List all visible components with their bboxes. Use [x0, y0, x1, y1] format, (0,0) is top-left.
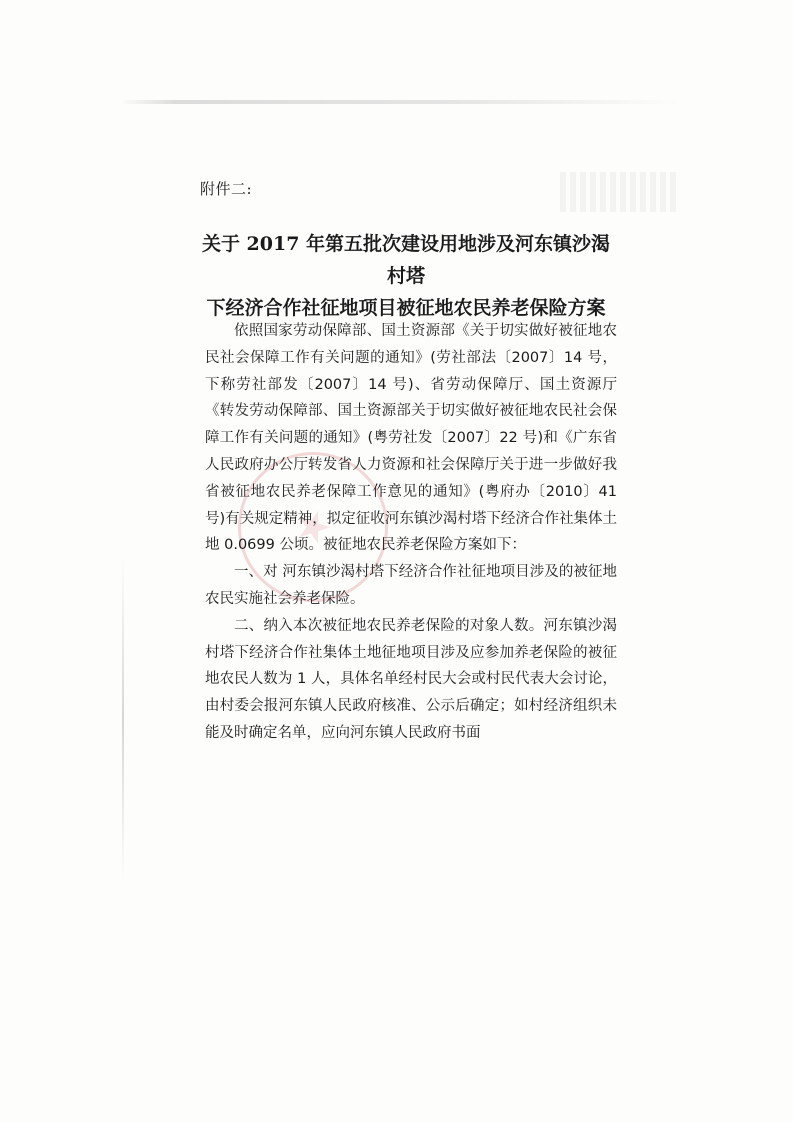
- bleed-through-artifact: [560, 172, 680, 212]
- attachment-label: 附件二:: [200, 180, 253, 198]
- scan-artifact-line: [120, 100, 680, 104]
- document-title: [196, 228, 616, 324]
- document-body: [205, 318, 617, 747]
- title-line-1: 关于 2017 年第五批次建设用地涉及河东镇沙渴村塔: [201, 233, 611, 287]
- scan-edge-shadow: [122, 560, 124, 880]
- paragraph-basis: 依照国家劳动保障部、国土资源部《关于切实做好被征地农民社会保障工作有关问题的通知》(劳社部法〔2007〕14 号，下称劳社部发〔2007〕14 号)、省劳动保障厅、国土资源厅《转发劳动保障部、国土资源部关于切实做好被征地农民社会保障工作有关问题的通知》(粤劳社发〔2007〕22 号)和《广东省人民政府办公厅转发省人力资源和社会保障厅关于进一步做好我省被征地农民养老保障工作意见的通知》(粤府办〔2010〕41 号)有关规定精神，拟定征收河东镇沙渴村塔下经济合作社集体土地 0.0699 公顷。被征地农民养老保险方案如下：: [205, 323, 617, 554]
- title-line-2: 下经济合作社征地项目被征地农民养老保险方案: [206, 297, 606, 319]
- paragraph-item-2: 二、纳入本次被征地农民养老保险的对象人数。河东镇沙渴村塔下经济合作社集体土地征地项目涉及应参加养老保险的被征地农民人数为 1 人，具体名单经村民大会或村民代表大会讨论，由村委会报河东镇人民政府核准、公示后确定；如村经济组织未能及时确定名单，应向河东镇人民政府书面: [205, 617, 617, 741]
- paragraph-item-1: 一、对 河东镇沙渴村塔下经济合作社征地项目涉及的被征地农民实施社会养老保险。: [205, 564, 617, 607]
